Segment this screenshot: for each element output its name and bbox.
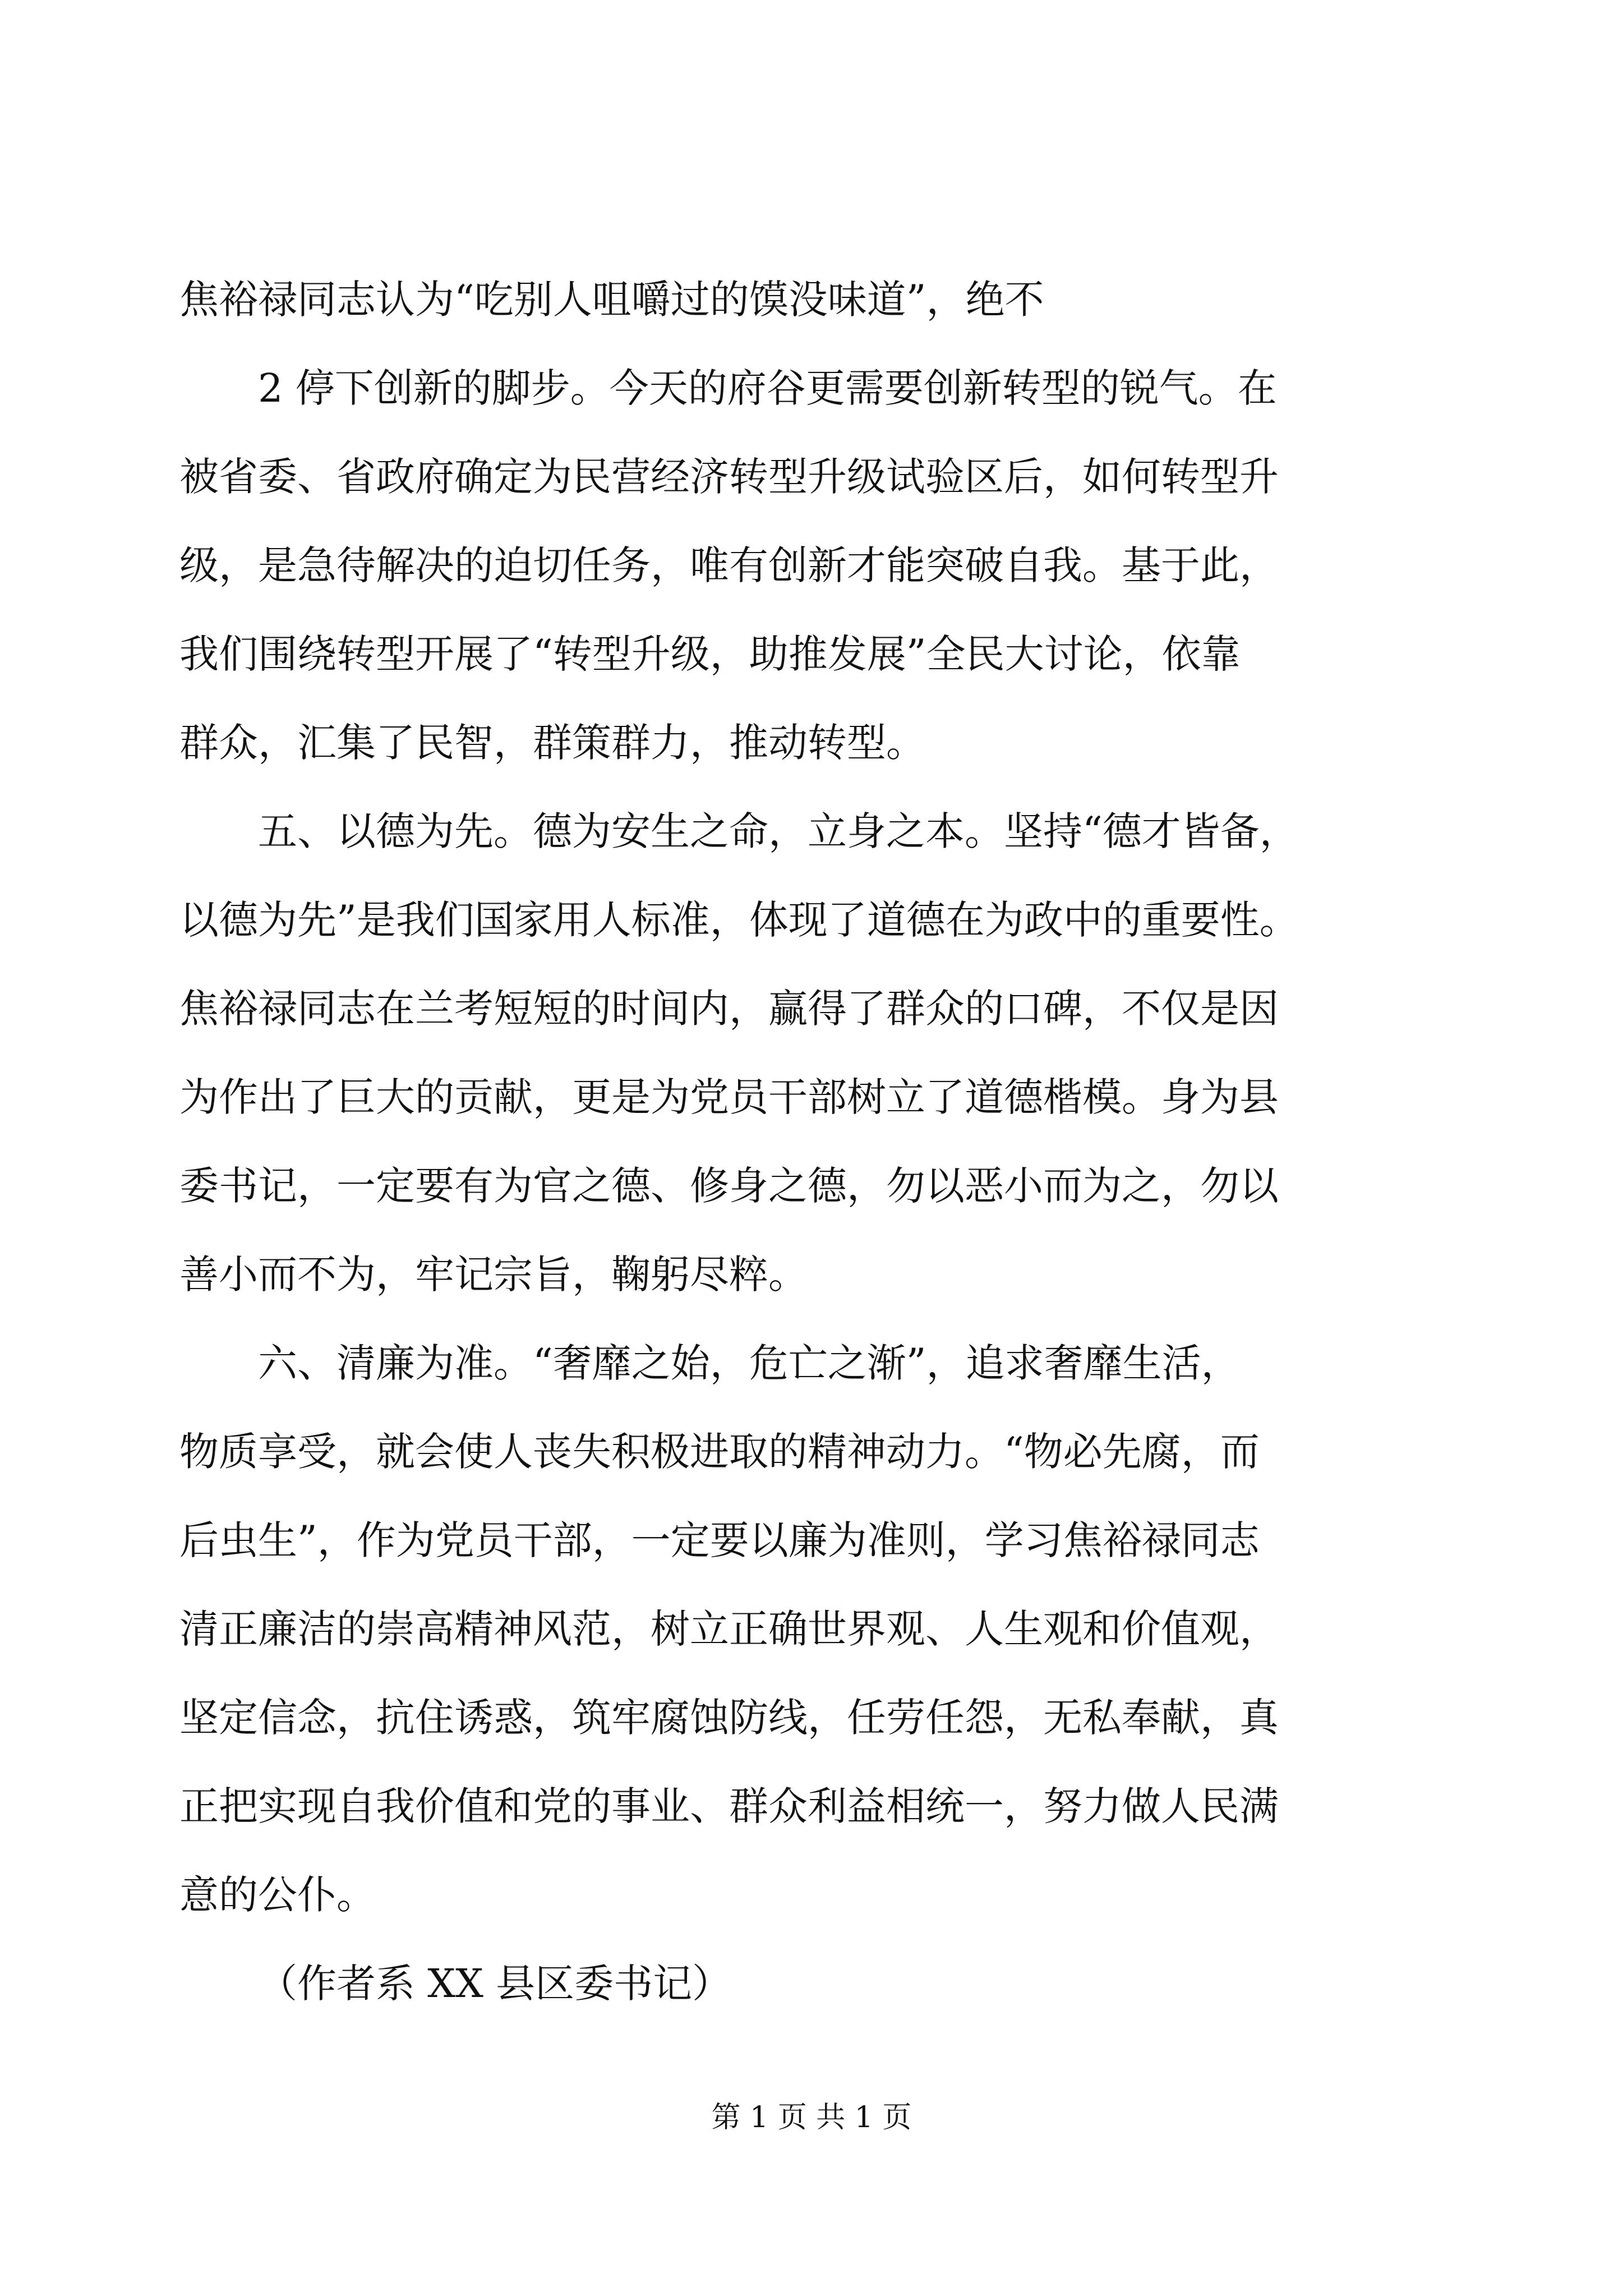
text-line: 焦裕禄同志认为“吃别人咀嚼过的馍没味道”，绝不 [179,277,1044,323]
text-line: 我们围绕转型开展了“转型升级，助推发展”全民大讨论，依靠 [179,631,1241,677]
text-line: 善小而不为，牢记宗旨，鞠躬尽粹。 [179,1251,808,1297]
text-line: 意的公仆。 [179,1872,376,1918]
paragraph-five-start: 五、以德为先。德为安生之命，立身之本。坚持“德才皆备， [258,808,1299,854]
text-line: 级，是急待解决的迫切任务，唯有创新才能突破自我。基于此， [179,542,1279,588]
page-footer: 第 1 页 共 1 页 [711,2101,912,2134]
text-line: 被省委、省政府确定为民营经济转型升级试验区后，如何转型升 [179,454,1279,500]
text-line: 后虫生”，作为党员干部，一定要以廉为准则，学习焦裕禄同志 [179,1517,1260,1563]
text-line: 为作出了巨大的贡献，更是为党员干部树立了道德楷模。身为县 [179,1074,1279,1120]
text-line: 群众，汇集了民智，群策群力，推动转型。 [179,720,925,766]
text-line: 正把实现自我价值和党的事业、群众利益相统一，努力做人民满 [179,1783,1279,1829]
text-line: 清正廉洁的崇高精神风范，树立正确世界观、人生观和价值观， [179,1606,1279,1652]
text-line: 2 停下创新的脚步。今天的府谷更需要创新转型的锐气。在 [258,365,1277,411]
text-line: 物质享受，就会使人丧失积极进取的精神动力。“物必先腐，而 [179,1429,1260,1475]
paragraph-six-start: 六、清廉为准。“奢靡之始，危亡之渐”，追求奢靡生活， [258,1340,1241,1386]
text-line: 焦裕禄同志在兰考短短的时间内，赢得了群众的口碑，不仅是因 [179,986,1279,1032]
text-line: 坚定信念，抗住诱惑，筑牢腐蚀防线，任劳任怨，无私奉献，真 [179,1695,1279,1741]
text-line: 以德为先”是我们国家用人标准，体现了道德在为政中的重要性。 [179,897,1299,943]
author-note: （作者系 XX 县区委书记） [258,1961,732,2007]
text-line: 委书记，一定要有为官之德、修身之德，勿以恶小而为之，勿以 [179,1163,1279,1209]
document-body [179,255,1430,2028]
